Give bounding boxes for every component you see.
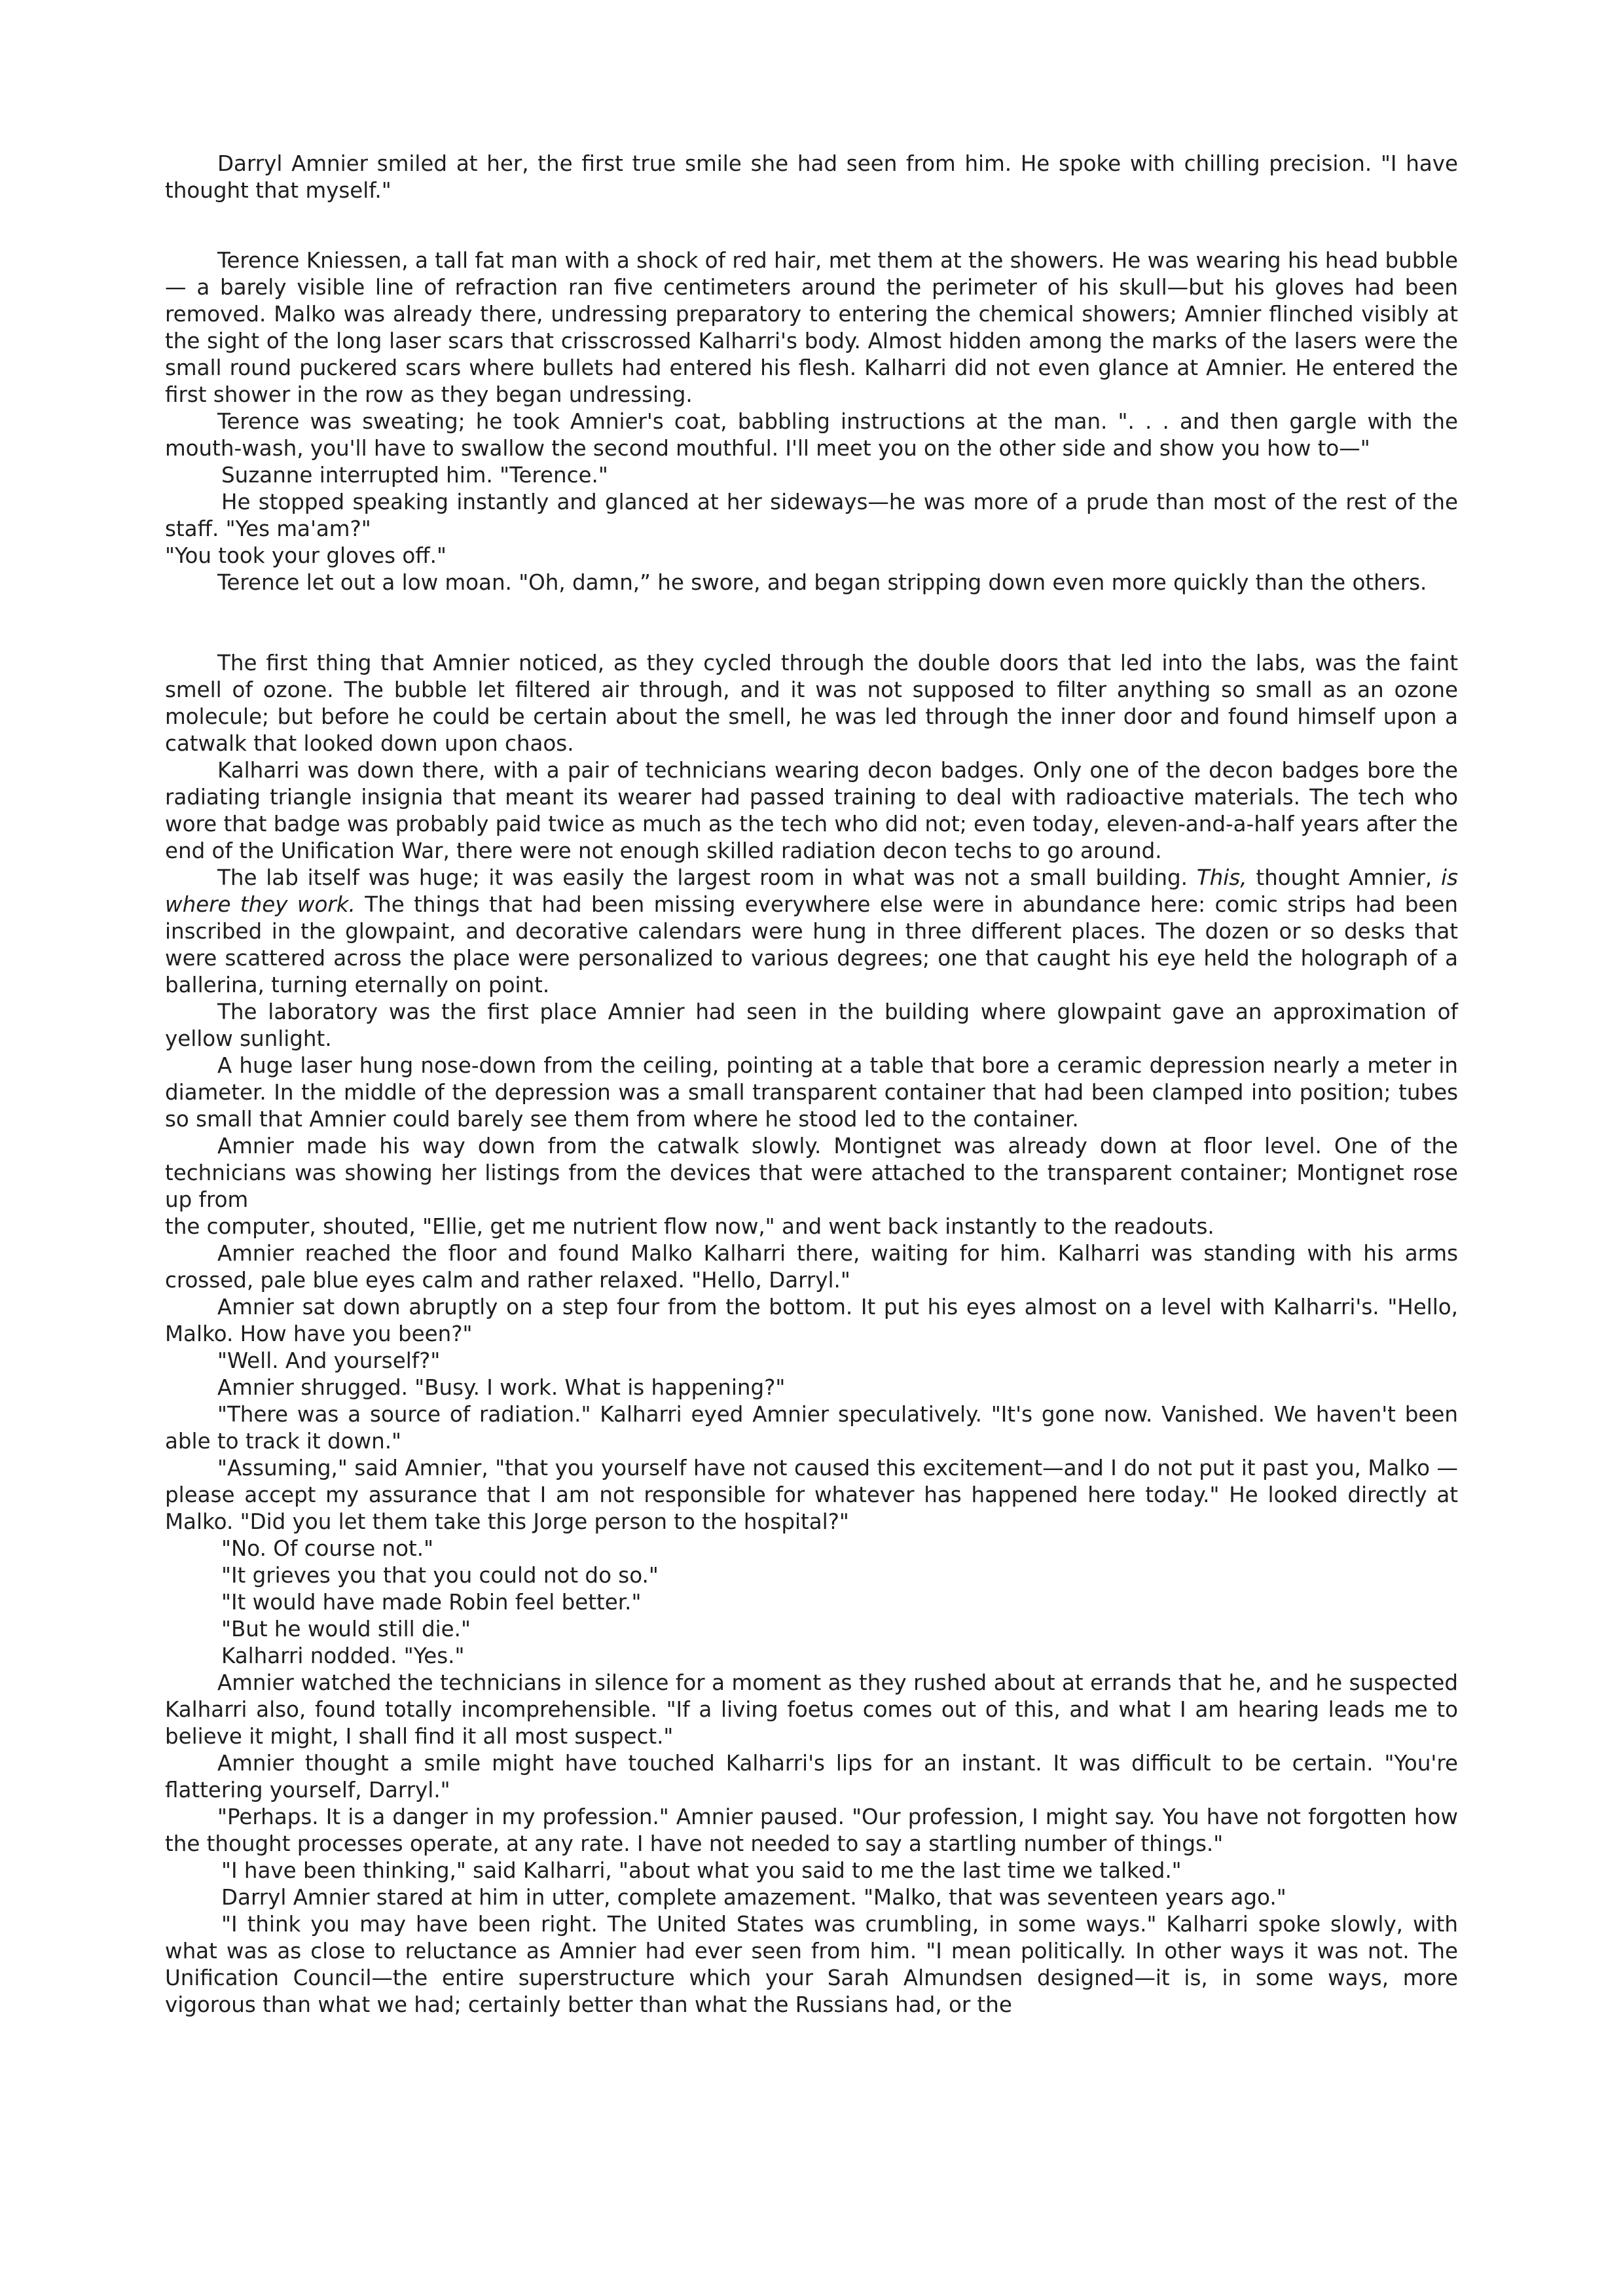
paragraph: Terence Kniessen, a tall fat man with a shock of red hair, met them at the showers. He was wearing his head bubble— a barely visible line of refraction ran five centimeters around the perimeter of his skull—but his gloves had been removed. Malko was already there, undressing preparatory to entering the chemical showers; Amnier flinched visibly at the sight of the long laser scars that crisscrossed Kalharri's body. Almost hidden among the marks of the lasers were the small round puckered scars where bullets had entered his flesh. Kalharri did not even glance at Amnier. He entered the first shower in the row as they began undressing. <box>165 248 1458 407</box>
document-page <box>165 151 1458 2018</box>
paragraph: the computer, shouted, "Ellie, get me nutrient flow now," and went back instantly to the readouts. <box>165 1214 1214 1239</box>
paragraph <box>165 865 1458 999</box>
section-break <box>165 596 1458 650</box>
italic-text: This, <box>1196 865 1247 890</box>
paragraph: Darryl Amnier smiled at her, the first true smile she had seen from him. He spoke with chilling precision. "I have thought that myself." <box>165 151 1458 203</box>
paragraph: Terence was sweating; he took Amnier's coat, babbling instructions at the man. ". . . and then gargle with the mouth-wash, you'll have to swallow the second mouthful. I'll meet you on the other side and show you how to—" <box>165 409 1458 461</box>
paragraph: Amnier watched the technicians in silence for a moment as they rushed about at errands that he, and he suspected Kalharri also, found totally incomprehensible. "If a living foetus comes out of this, and what I am hearing leads me to believe it might, I shall find it all most suspect." <box>165 1670 1458 1749</box>
paragraph: "I have been thinking," said Kalharri, "about what you said to me the last time we talked." <box>221 1858 1182 1883</box>
paragraph: He stopped speaking instantly and glanced at her sideways—he was more of a prude than most of the rest of the staff. "Yes ma'am?" <box>165 490 1458 541</box>
italic-text: is where they work. <box>165 865 1458 917</box>
paragraph: A huge laser hung nose-down from the ceiling, pointing at a table that bore a ceramic depression nearly a meter in diameter. In the middle of the depression was a small transparent container that had been clamped into position; tubes so small that Amnier could barely see them from where he stood led to the container. <box>165 1053 1458 1132</box>
paragraph: Amnier reached the floor and found Malko Kalharri there, waiting for him. Kalharri was standing with his arms crossed, pale blue eyes calm and rather relaxed. "Hello, Darryl." <box>165 1241 1458 1293</box>
paragraph: "Perhaps. It is a danger in my profession." Amnier paused. "Our profession, I might say. You have not forgotten how the thought processes operate, at any rate. I have not needed to say a startling number of things." <box>165 1804 1458 1856</box>
paragraph: "It would have made Robin feel better." <box>221 1590 642 1615</box>
paragraph: Darryl Amnier stared at him in utter, complete amazement. "Malko, that was seventeen years ago." <box>221 1885 1286 1910</box>
paragraph: Kalharri was down there, with a pair of technicians wearing decon badges. Only one of the decon badges bore the radiating triangle insignia that meant its wearer had passed training to deal with radioactive materials. The tech who wore that badge was probably paid twice as much as the tech who did not; even today, eleven-and-a-half years after the end of the Unification War, there were not enough skilled radiation decon techs to go around. <box>165 758 1458 863</box>
paragraph: Amnier made his way down from the catwalk slowly. Montignet was already down at floor level. One of the technicians was showing her listings from the devices that were attached to the transparent container; Montignet rose up from <box>165 1134 1458 1212</box>
paragraph: "No. Of course not." <box>221 1536 434 1561</box>
paragraph: "Assuming," said Amnier, "that you yourself have not caused this excitement—and I do not put it past you, Malko —please accept my assurance that I am not responsible for whatever has happened here today." He looked directly at Malko. "Did you let them take this Jorge person to the hospital?" <box>165 1456 1458 1534</box>
section-break <box>165 204 1458 247</box>
paragraph: Terence let out a low moan. "Oh, damn,” he swore, and began stripping down even more quickly than the others. <box>217 570 1427 595</box>
paragraph: Amnier sat down abruptly on a step four from the bottom. It put his eyes almost on a level with Kalharri's. "Hello, Malko. How have you been?" <box>165 1295 1458 1346</box>
paragraph: Amnier thought a smile might have touched Kalharri's lips for an instant. It was difficult to be certain. "You're flattering yourself, Darryl." <box>165 1751 1458 1803</box>
paragraph: "It grieves you that you could not do so." <box>221 1563 659 1588</box>
paragraph: Amnier shrugged. "Busy. I work. What is happening?" <box>217 1375 786 1400</box>
paragraph: "Well. And yourself?" <box>217 1348 441 1373</box>
paragraph: "There was a source of radiation." Kalharri eyed Amnier speculatively. "It's gone now. Vanished. We haven't been able to track it down." <box>165 1402 1458 1454</box>
paragraph: The first thing that Amnier noticed, as they cycled through the double doors that led into the labs, was the faint smell of ozone. The bubble let filtered air through, and it was not supposed to filter anything so small as an ozone molecule; but before he could be certain about the smell, he was led through the inner door and found himself upon a catwalk that looked down upon chaos. <box>165 651 1458 756</box>
paragraph: "I think you may have been right. The United States was crumbling, in some ways." Kalharri spoke slowly, with what was as close to reluctance as Amnier had ever seen from him. "I mean politically. In other ways it was not. The Unification Council—the entire superstructure which your Sarah Almundsen designed—it is, in some ways, more vigorous than what we had; certainly better than what the Russians had, or the <box>165 1912 1458 2017</box>
text-run: The lab itself was huge; it was easily the largest room in what was not a small building. <box>217 865 1188 890</box>
paragraph: The laboratory was the first place Amnier had seen in the building where glowpaint gave an approximation of yellow sunlight. <box>165 999 1458 1051</box>
paragraph: Kalharri nodded. "Yes." <box>221 1643 465 1668</box>
paragraph: "But he would still die." <box>221 1617 471 1641</box>
text-run: thought Amnier, <box>1256 865 1432 890</box>
text-run: The things that had been missing everywhere else were in abundance here: comic strips had been inscribed in the glowpaint, and decorative calendars were hung in three different places. The dozen or so desks that were scattered across the place were personalized to various degrees; one that caught his eye held the holograph of a ballerina, turning eternally on point. <box>165 892 1458 997</box>
paragraph: "You took your gloves off." <box>165 543 447 568</box>
paragraph: Suzanne interrupted him. "Terence." <box>221 463 608 488</box>
